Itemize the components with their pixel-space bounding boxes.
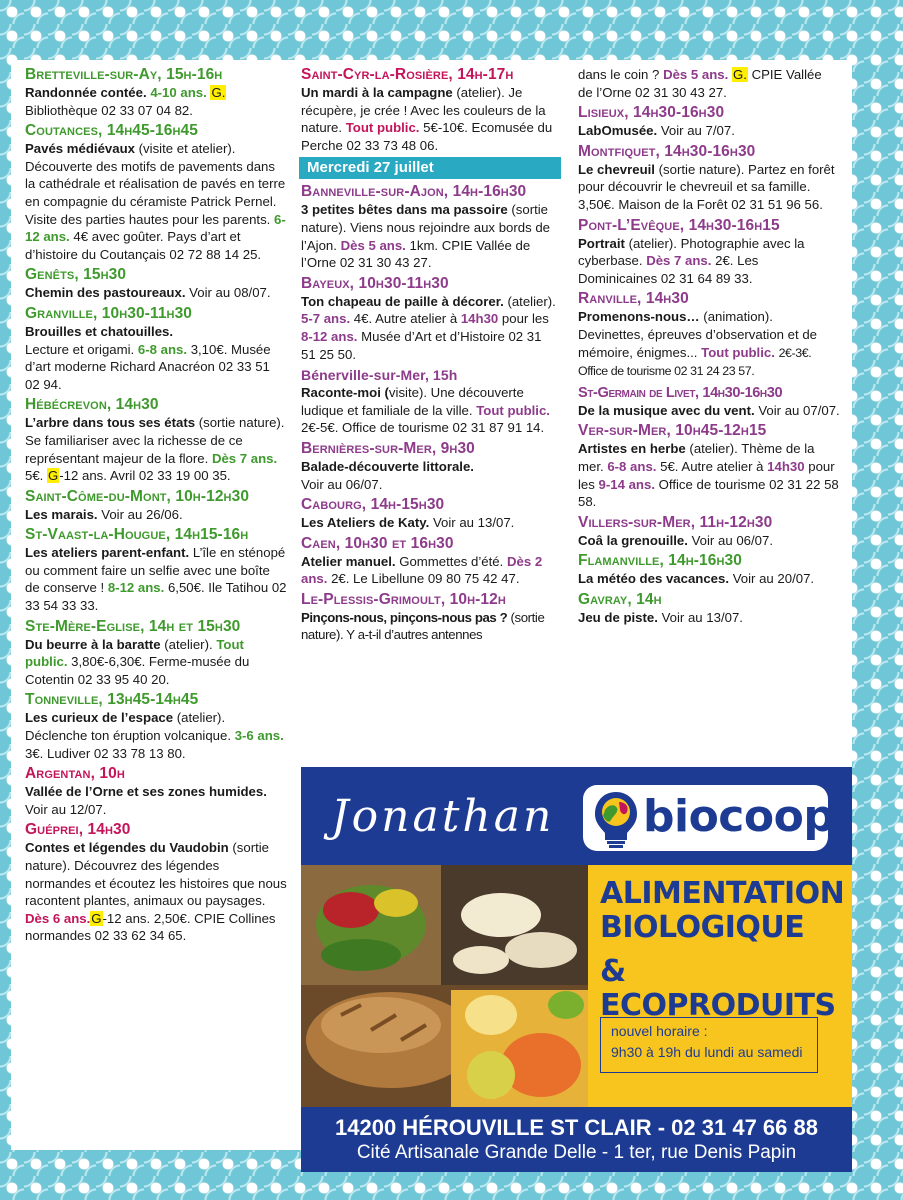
listing-desc: Gommettes d’été. [399, 553, 504, 569]
listing-ver-sur-mer [578, 422, 840, 510]
day-header: Mercredi 27 juillet [299, 157, 561, 179]
listing-place: Lisieux, 14h30-16h30 [578, 104, 725, 122]
ad-slogan-line: ALIMENTATION [600, 876, 845, 911]
listing-place: Ver-sur-Mer, 10h45-12h15 [578, 422, 767, 440]
ad-address-street: Cité Artisanale Grande Delle - 1 ter, rue Denis Papin [356, 1142, 797, 1163]
listing-age: Dès 5 ans. [340, 237, 406, 253]
ad-slogan-line: & ECOPRODUITS [600, 954, 836, 1023]
listing-info: 3,80€-6,30€. Ferme-musée du Cotentin 02 33 95 40 20. [25, 654, 250, 687]
listing-info: 6,50€. Ile Tatihou 02 33 54 33 33. [25, 580, 287, 614]
listing-place: Villers-sur-Mer, 11h-12h30 [578, 513, 773, 531]
listing-st-germain [578, 384, 840, 420]
ad-store-name: Jonathan [331, 791, 555, 842]
listing-info: 2€-5€. Office de tourisme 02 31 87 91 14. [301, 420, 545, 436]
listing-tonneville [25, 691, 287, 762]
listing-place: Bernières-sur-Mer, 9h30 [301, 439, 475, 457]
lightbulb-globe-icon [591, 790, 641, 848]
listing-time: 14h30 [767, 458, 805, 474]
listing-info: 4€ avec goûter. Pays d’art et d’histoire du Coutançais 02 72 88 14 25. [25, 229, 262, 262]
listing-le-plessis [301, 591, 559, 644]
listing-place: Ranville, 14h30 [578, 290, 689, 308]
listing-desc: (sortie nature). Se familiariser avec la richesse de ce représentant majeur de la flore. [25, 415, 285, 466]
listing-info: CPIE Vallée de l’Orne 02 31 30 43 27. [578, 67, 822, 100]
listing-age: Dès 6 ans. [25, 910, 91, 926]
listing-place: Tonneville, 13h45-14h45 [25, 691, 199, 709]
listing-pont-leveque [578, 217, 840, 288]
listing-title: Pinçons-nous, pinçons-nous pas ? [301, 609, 508, 625]
listing-flamanville [578, 552, 840, 588]
listing-desc: L’île en sténopé ou comment faire un selfie avec une boîte de conserve ! [25, 545, 286, 596]
listing-title: Les ateliers parent-enfant. [25, 545, 190, 561]
listing-gueprei [25, 821, 287, 945]
ad-slogan-line: BIOLOGIQUE [600, 910, 805, 945]
listing-desc: (atelier). [507, 293, 556, 309]
listing-desc: (animation). Devinettes, épreuves d’observation et de mémoire, énigmes... [578, 309, 817, 360]
listing-title: Les curieux de l’espace [25, 710, 174, 726]
listing-desc: (atelier). Thème de la mer. [578, 441, 815, 474]
listing-info: Musée d’Art et d’Histoire 02 31 51 25 50. [301, 328, 542, 362]
listing-title: Contes et légendes du Vaudobin [25, 840, 229, 856]
listing-gavray [578, 591, 840, 627]
listing-age: Tout public. [345, 120, 420, 136]
listing-benerville [301, 366, 559, 437]
listing-info: -12 ans. Avril 02 33 19 00 35. [59, 468, 231, 484]
listing-age: 4-10 ans. [150, 85, 207, 100]
listing-title: Artistes en herbe [578, 441, 686, 457]
listing-price: 4€. Autre atelier à [353, 311, 458, 327]
listing-age: Dès 2 ans. [301, 553, 543, 587]
column-2 [301, 66, 559, 647]
listing-title: La météo des vacances. [578, 571, 730, 587]
listing-place: Gavray, 14h [578, 590, 662, 608]
listing-age: 8-12 ans. [301, 328, 358, 344]
listing-title: Le chevreuil [578, 161, 655, 177]
listing-age: 6-8 ans. [607, 458, 657, 474]
listing-age: 8-12 ans. [107, 580, 165, 596]
listing-desc: (sortie nature). Y a-t-il d’autres antennes [301, 609, 545, 643]
listing-age: Dès 7 ans. [646, 253, 712, 269]
listing-place: Ste-Mère-Eglise, 14h et 15h30 [25, 617, 241, 635]
listing-age: Tout public. [25, 636, 244, 670]
listing-info: -12 ans. 2,50€. CPIE Collines normandes 02 33 62 34 65. [25, 910, 276, 944]
listing-title: Chemin des pastoureaux. [25, 285, 186, 301]
listing-info: Bibliothèque 02 33 07 04 82. [25, 102, 193, 118]
listing-ste-mere [25, 618, 287, 689]
listing-info: Voir au 07/07. [758, 402, 840, 418]
column-3 [578, 66, 840, 629]
listing-info: Voir au 13/07. [661, 609, 743, 625]
ad-slogan-panel [588, 865, 852, 1107]
listing-info: Voir au 06/07. [301, 476, 383, 492]
free-badge: G. [732, 67, 747, 82]
listing-place: Bénerville-sur-Mer, 15h [301, 367, 458, 384]
listing-price: 5€. Autre atelier à [660, 458, 764, 474]
listing-place: Coutances, 14h45-16h45 [25, 122, 198, 140]
listing-place: Guéprei, 14h30 [25, 821, 131, 839]
listing-title: Brouilles et chatouilles. [25, 323, 174, 339]
listing-title: Raconte-moi ( [301, 385, 389, 401]
listing-place: Pont-L’Evêque, 14h30-16h15 [578, 216, 780, 234]
listing-title: 3 petites bêtes dans ma passoire [301, 202, 508, 218]
free-badge: G [48, 468, 59, 484]
column-1 [25, 66, 287, 948]
listing-villers [578, 514, 840, 550]
listing-desc: Lecture et origami. [25, 341, 135, 357]
listing-age: 5-7 ans. [301, 311, 351, 327]
listing-age: 3-6 ans. [234, 728, 284, 744]
listing-hebecrevon [25, 396, 287, 484]
listing-title: Randonnée contée. [25, 85, 147, 100]
listing-place: Montfiquet, 14h30-16h30 [578, 142, 756, 160]
ad-brand-box [583, 785, 835, 851]
ad-address-phone: 14200 HÉROUVILLE ST CLAIR - 02 31 47 66 88 [335, 1115, 818, 1140]
listing-place: Banneville-sur-Ajon, 14h-16h30 [301, 183, 527, 201]
listing-title: Vallée de l’Orne et ses zones humides. [25, 784, 267, 800]
listing-info: 1km. CPIE Vallée de l’Orne 02 31 30 43 27. [301, 237, 531, 271]
listing-age: Tout public. [701, 344, 775, 360]
listing-place: Flamanville, 14h-16h30 [578, 552, 742, 570]
listing-info: Office de tourisme 02 31 22 58 58. [578, 476, 839, 510]
listing-place: Bayeux, 10h30-11h30 [301, 274, 449, 292]
listing-title: Atelier manuel. [301, 553, 396, 569]
listing-info: Voir au 7/07. [660, 123, 735, 139]
listing-bernieres [301, 440, 559, 493]
ad-food-photo [301, 865, 588, 1107]
listing-info: Voir au 12/07. [25, 801, 107, 817]
listing-title: LabOmusée. [578, 123, 658, 139]
listing-place: Caen, 10h30 et 16h30 [301, 534, 454, 552]
listing-age: Tout public. [476, 402, 550, 418]
listing-desc: (sortie nature). Découvrez des légendes normandes et écoutez les histoires que nous racontent plantes, animaux ou paysages. [25, 840, 287, 909]
listing-info: Voir au 13/07. [432, 515, 515, 531]
listing-place: Genêts, 15h30 [25, 266, 127, 284]
listing-desc: dans le coin ? [578, 67, 660, 82]
listing-title: Les Ateliers de Katy. [301, 515, 430, 531]
listing-argentan [25, 765, 287, 818]
listing-place: Cabourg, 14h-15h30 [301, 496, 445, 514]
listing-title: Pavés médiévaux [25, 141, 135, 157]
ad-header [301, 767, 852, 865]
ad-hours-label: nouvel horaire : [611, 1023, 708, 1039]
listing-bretteville [25, 66, 287, 119]
listing-st-vaast [25, 526, 287, 614]
listing-cabourg [301, 496, 559, 532]
free-badge: G. [211, 85, 226, 100]
listing-desc: (atelier). Je récupère, je crée ! Avec les couleurs de la nature. [301, 85, 546, 136]
listing-lisieux [578, 104, 840, 140]
listing-place: Argentan, 10h [25, 765, 125, 783]
ad-brand-name: biocoop [643, 791, 835, 842]
listing-title: Portrait [578, 235, 625, 251]
listing-desc: (visite et atelier). Découverte des motifs de pavements dans la cathédrale et réalisation de pavés en terre en compagnie du céramiste Patrick Pernel. Visite des parties hautes pour les parents. [25, 141, 286, 227]
listing-desc: (atelier). Photographie avec la cyberbase. [578, 235, 805, 269]
listing-text: pour les [501, 311, 549, 327]
listing-place: St-Germain de Livet, 14h30-16h30 [578, 384, 783, 401]
listing-title: Coâ la grenouille. [578, 532, 688, 548]
listing-title: De la musique avec du vent. [578, 402, 755, 418]
listing-age: Dès 5 ans. [663, 67, 729, 82]
listing-continued [578, 66, 840, 101]
listing-granville [25, 305, 287, 393]
listing-title: Les marais. [25, 506, 98, 522]
listing-desc: (sortie nature). Viens nous rejoindre aux bords de l’Ajon. [301, 202, 551, 253]
ad-hours: 9h30 à 19h du lundi au samedi [611, 1044, 803, 1060]
listing-ranville [578, 290, 840, 380]
listing-info: 3,10€. Musée d’art moderne Richard Anacréon 02 33 51 02 94. [25, 341, 271, 392]
listing-info: Voir au 26/06. [101, 506, 183, 522]
listing-info: Voir au 06/07. [691, 532, 773, 548]
listing-age: 6-12 ans. [25, 211, 286, 245]
listing-title: Ton chapeau de paille à décorer. [301, 293, 504, 309]
listing-title: Un mardi à la campagne [301, 85, 453, 100]
listing-montfiquet [578, 143, 840, 214]
listing-info: Voir au 08/07. [189, 285, 271, 301]
listing-title: Balade-découverte littorale. [301, 458, 474, 474]
listing-title: L’arbre dans tous ses états [25, 415, 196, 431]
listing-age: 9-14 ans. [598, 476, 655, 492]
listing-place: Granville, 10h30-11h30 [25, 304, 193, 322]
listing-desc: (atelier). [164, 636, 213, 652]
listing-place: St-Vaast-la-Hougue, 14h15-16h [25, 526, 249, 544]
listing-title: Promenons-nous… [578, 309, 700, 325]
listing-place: Saint-Côme-du-Mont, 10h-12h30 [25, 487, 250, 505]
listing-place: Le-Plessis-Grimoult, 10h-12h [301, 590, 506, 608]
listing-info: 5€-10€. Ecomusée du Perche 02 33 73 48 06. [301, 120, 553, 153]
listing-bayeux [301, 275, 559, 363]
listing-banneville [301, 183, 559, 271]
listing-place: Bretteville-sur-Ay, 15h-16h [25, 66, 223, 83]
listing-age: 6-8 ans. [137, 341, 188, 357]
listing-desc: (atelier). Déclenche ton éruption volcanique. [25, 710, 232, 744]
listing-info: Voir au 20/07. [732, 571, 815, 587]
listing-saint-cyr [301, 66, 559, 154]
listing-info: 2€. Les Dominicaines 02 31 64 89 33. [578, 253, 759, 286]
listing-caen [301, 535, 559, 588]
listing-info: 3€. Ludiver 02 33 78 13 80. [25, 745, 186, 761]
listing-saint-come [25, 488, 287, 524]
listing-info: 2€-3€. Office de tourisme 02 31 24 23 57. [578, 345, 812, 379]
listing-text: pour les [578, 458, 835, 492]
ad-hours-box [600, 1017, 818, 1073]
listing-desc: visite). Une découverte ludique et familiale de la ville. [301, 385, 524, 418]
listing-genets [25, 266, 287, 302]
listing-time: 14h30 [460, 311, 499, 327]
listing-info: 2€. Le Libellune 09 80 75 42 47. [331, 571, 520, 587]
listing-place: Saint-Cyr-la-Rosière, 14h-17h [301, 66, 514, 83]
listing-desc: (sortie nature). Partez en forêt pour découvrir le chevreuil et sa famille. 3,50€. Maison de la Forêt 02 31 51 96 56. [578, 161, 835, 212]
biocoop-advertisement [301, 767, 852, 1172]
listing-title: Jeu de piste. [578, 609, 658, 625]
listing-place: Hébécrevon, 14h30 [25, 396, 159, 414]
free-badge: G [91, 910, 102, 926]
listing-age: Dès 7 ans. [211, 450, 278, 466]
listing-price: 5€. [25, 468, 44, 484]
listing-title: Du beurre à la baratte [25, 636, 161, 652]
listing-coutances [25, 122, 287, 263]
